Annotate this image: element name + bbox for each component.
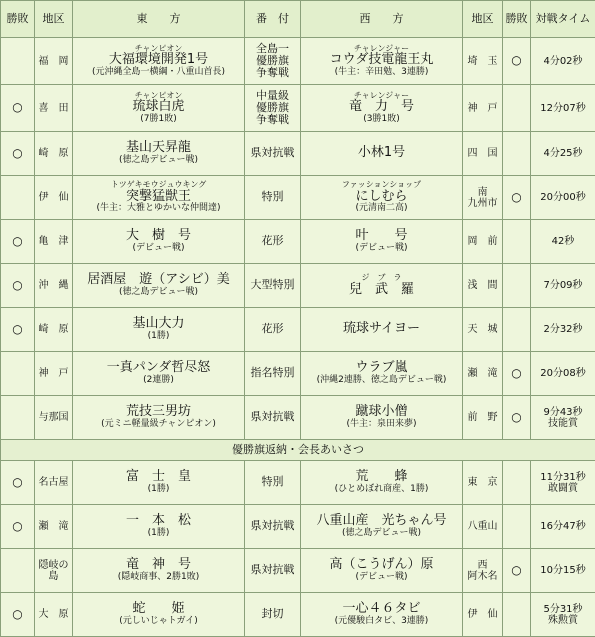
east-fighter-name: 基山大力: [73, 317, 244, 331]
west-area: 浅 間: [463, 264, 503, 308]
bout-time: 16分47秒: [531, 505, 595, 549]
east-fighter-subtitle: チャンピオン: [73, 92, 244, 101]
east-area: 沖 縄: [35, 264, 73, 308]
header-west: 西 方: [301, 1, 463, 38]
east-fighter-note: (2連勝): [73, 376, 244, 386]
east-fighter-name: 蛇 姫: [73, 602, 244, 616]
header-result-east: 勝敗: [1, 1, 35, 38]
east-fighter-name: 突撃猛獣王: [73, 190, 244, 204]
east-fighter-note: (1勝): [73, 485, 244, 495]
header-area-west: 地区: [463, 1, 503, 38]
bout-row: [1, 461, 595, 505]
east-fighter-cell: [73, 549, 245, 593]
bout-row: [1, 396, 595, 440]
west-area: 天 城: [463, 308, 503, 352]
west-result: ○: [503, 38, 531, 85]
west-fighter-cell: [301, 85, 463, 132]
header-area-east: 地区: [35, 1, 73, 38]
west-area: 八重山: [463, 505, 503, 549]
east-fighter-name: 一真パンダ哲尽怒: [73, 361, 244, 375]
east-fighter-cell: [73, 85, 245, 132]
west-fighter-cell: [301, 308, 463, 352]
east-fighter-subtitle: チャンピオン: [73, 45, 244, 54]
east-fighter-note: (1勝): [73, 529, 244, 539]
west-fighter-name: 荒 蜂: [301, 470, 462, 484]
west-fighter-cell: [301, 396, 463, 440]
east-fighter-cell: [73, 176, 245, 220]
west-fighter-cell: [301, 38, 463, 85]
east-area: 瀬 滝: [35, 505, 73, 549]
east-result: ○: [1, 264, 35, 308]
east-result: ○: [1, 593, 35, 637]
east-area: 伊 仙: [35, 176, 73, 220]
announcement-row: [1, 440, 595, 461]
east-fighter-name: 琉球白虎: [73, 100, 244, 114]
west-fighter-name: ウラブ嵐: [301, 361, 462, 375]
west-fighter-note: (デビュー戦): [301, 244, 462, 254]
east-result: [1, 38, 35, 85]
east-fighter-cell: [73, 593, 245, 637]
west-fighter-cell: [301, 132, 463, 176]
east-result: ○: [1, 308, 35, 352]
west-fighter-cell: [301, 220, 463, 264]
east-result: ○: [1, 220, 35, 264]
bout-rank: 県対抗戦: [245, 132, 301, 176]
bout-time: 4分25秒: [531, 132, 595, 176]
west-fighter-cell: [301, 461, 463, 505]
west-fighter-name: コウダ技電龍王丸: [301, 53, 462, 67]
west-result: ○: [503, 176, 531, 220]
west-result: [503, 85, 531, 132]
east-fighter-cell: [73, 461, 245, 505]
west-fighter-note: (デビュー戦): [301, 573, 462, 583]
west-area: 瀬 滝: [463, 352, 503, 396]
east-area: 喜 田: [35, 85, 73, 132]
east-area: 名古屋: [35, 461, 73, 505]
announcement-section: [1, 440, 595, 461]
west-fighter-note: (3勝1敗): [301, 115, 462, 125]
west-fighter-subtitle: チャレンジャー: [301, 92, 462, 101]
east-area: 崎 原: [35, 308, 73, 352]
east-area: 大 原: [35, 593, 73, 637]
bout-row: [1, 264, 595, 308]
east-fighter-cell: [73, 396, 245, 440]
west-fighter-note: (ひとめぼれ商産、1勝): [301, 485, 462, 495]
header-time: 対戦タイム: [531, 1, 595, 38]
east-result: [1, 549, 35, 593]
bout-time: 7分09秒: [531, 264, 595, 308]
bout-row: [1, 352, 595, 396]
header-result-west: 勝敗: [503, 1, 531, 38]
bout-row: [1, 220, 595, 264]
west-result: [503, 132, 531, 176]
west-fighter-name: 叶 号: [301, 229, 462, 243]
east-fighter-note: (徳之島デビュー戦): [73, 156, 244, 166]
west-result: [503, 308, 531, 352]
bouts-section-1: [1, 38, 595, 440]
east-result: ○: [1, 461, 35, 505]
bout-time: 20分08秒: [531, 352, 595, 396]
east-fighter-cell: [73, 505, 245, 549]
west-result: ○: [503, 396, 531, 440]
east-fighter-note: (牛主：大雅とゆかいな仲間達): [73, 204, 244, 214]
bout-rank: 県対抗戦: [245, 549, 301, 593]
west-area: 埼 玉: [463, 38, 503, 85]
west-fighter-name: 蹴球小僧: [301, 405, 462, 419]
east-fighter-name: 居酒屋 遊（アシビ）美: [73, 273, 244, 287]
east-fighter-name: 富 士 皇: [73, 470, 244, 484]
east-fighter-subtitle: トツゲキモウジュウキング: [73, 181, 244, 190]
east-area: 亀 津: [35, 220, 73, 264]
east-fighter-note: (隠岐商事、2勝1敗): [73, 573, 244, 583]
bouts-section-2: [1, 461, 595, 637]
east-result: ○: [1, 85, 35, 132]
bout-rank: 封切: [245, 593, 301, 637]
west-fighter-name: 小林1号: [301, 146, 462, 160]
east-fighter-cell: [73, 352, 245, 396]
header-rank: 番 付: [245, 1, 301, 38]
west-fighter-name: 高（こうげん）原: [301, 558, 462, 572]
bout-row: [1, 132, 595, 176]
bout-rank: 特別: [245, 461, 301, 505]
bout-rank: 指名特別: [245, 352, 301, 396]
west-fighter-cell: [301, 549, 463, 593]
east-area: 崎 原: [35, 132, 73, 176]
west-fighter-cell: [301, 352, 463, 396]
east-fighter-note: (徳之島デビュー戦): [73, 288, 244, 298]
east-fighter-cell: [73, 308, 245, 352]
bout-rank: 全島一 優勝旗 争奪戦: [245, 38, 301, 85]
bout-rank: 県対抗戦: [245, 505, 301, 549]
east-result: [1, 176, 35, 220]
west-fighter-subtitle: ジ ブ ラ: [301, 274, 462, 283]
east-fighter-name: 大 樹 号: [73, 229, 244, 243]
west-fighter-name: 琉球サイヨー: [301, 322, 462, 336]
west-result: [503, 505, 531, 549]
west-fighter-note: (徳之島デビュー戦): [301, 529, 462, 539]
bout-rank: 特別: [245, 176, 301, 220]
bout-row: [1, 176, 595, 220]
bout-rank: 中量級 優勝旗 争奪戦: [245, 85, 301, 132]
bout-time: 2分32秒: [531, 308, 595, 352]
bout-time: 4分02秒: [531, 38, 595, 85]
west-area: 伊 仙: [463, 593, 503, 637]
east-result: ○: [1, 132, 35, 176]
west-result: [503, 593, 531, 637]
west-fighter-name: 兒 武 羅: [301, 283, 462, 297]
east-fighter-name: 竜 神 号: [73, 558, 244, 572]
east-area: 神 戸: [35, 352, 73, 396]
bout-time: 5分31秒 殊勲賞: [531, 593, 595, 637]
west-fighter-name: にしむら: [301, 190, 462, 204]
west-result: ○: [503, 549, 531, 593]
east-fighter-note: (元しいじゃトガイ): [73, 617, 244, 627]
west-area: 南 九州市: [463, 176, 503, 220]
west-fighter-name: 竜 力 号: [301, 100, 462, 114]
bout-rank: 花形: [245, 220, 301, 264]
announcement-text: 優勝旗返納・会長あいさつ: [1, 440, 595, 461]
east-fighter-note: (元ミニ軽量級チャンピオン): [73, 420, 244, 430]
west-fighter-name: 八重山産 光ちゃん号: [301, 514, 462, 528]
west-fighter-note: (牛主：泉田来夢): [301, 420, 462, 430]
east-fighter-name: 荒技三男坊: [73, 405, 244, 419]
west-fighter-note: (元清南二高): [301, 204, 462, 214]
east-result: ○: [1, 505, 35, 549]
bout-rank: 花形: [245, 308, 301, 352]
bout-row: [1, 505, 595, 549]
west-fighter-cell: [301, 264, 463, 308]
west-fighter-cell: [301, 593, 463, 637]
bout-row: [1, 85, 595, 132]
east-fighter-cell: [73, 264, 245, 308]
east-area: 与那国: [35, 396, 73, 440]
bout-time: 10分15秒: [531, 549, 595, 593]
bout-time: 12分07秒: [531, 85, 595, 132]
west-fighter-note: (牛主：辛田勉、3連勝): [301, 68, 462, 78]
east-result: [1, 352, 35, 396]
bout-time: 9分43秒 技能賞: [531, 396, 595, 440]
bout-rank: 県対抗戦: [245, 396, 301, 440]
west-area: 前 野: [463, 396, 503, 440]
west-fighter-name: 一心４６タビ: [301, 602, 462, 616]
east-area: 福 岡: [35, 38, 73, 85]
east-fighter-name: 基山天昇龍: [73, 141, 244, 155]
west-result: ○: [503, 352, 531, 396]
west-fighter-note: (沖縄2連勝、徳之島デビュー戦): [301, 376, 462, 386]
east-fighter-cell: [73, 220, 245, 264]
header-east: 東 方: [73, 1, 245, 38]
east-fighter-cell: [73, 132, 245, 176]
west-fighter-cell: [301, 505, 463, 549]
east-fighter-name: 大福環境開発1号: [73, 53, 244, 67]
bout-rank: 大型特別: [245, 264, 301, 308]
west-area: 四 国: [463, 132, 503, 176]
west-result: [503, 461, 531, 505]
east-fighter-name: 一 本 松: [73, 514, 244, 528]
bout-row: [1, 38, 595, 85]
bout-time: 20分00秒: [531, 176, 595, 220]
west-area: 東 京: [463, 461, 503, 505]
west-fighter-cell: [301, 176, 463, 220]
bout-row: [1, 549, 595, 593]
east-fighter-note: (1勝): [73, 332, 244, 342]
west-fighter-subtitle: ファッションショップ: [301, 181, 462, 190]
bout-row: [1, 593, 595, 637]
east-fighter-note: (7勝1敗): [73, 115, 244, 125]
west-result: [503, 264, 531, 308]
header-row: [1, 1, 595, 38]
west-area: 神 戸: [463, 85, 503, 132]
east-fighter-note: (デビュー戦): [73, 244, 244, 254]
east-result: [1, 396, 35, 440]
bout-time: 11分31秒 敢闘賞: [531, 461, 595, 505]
west-fighter-subtitle: チャレンジャー: [301, 45, 462, 54]
east-fighter-cell: [73, 38, 245, 85]
west-area: 西 阿木名: [463, 549, 503, 593]
east-fighter-note: (元沖縄全島一横綱・八重山首長): [73, 68, 244, 78]
west-fighter-note: (元優駿白タビ、3連勝): [301, 617, 462, 627]
west-result: [503, 220, 531, 264]
bout-row: [1, 308, 595, 352]
bout-time: 42秒: [531, 220, 595, 264]
east-area: 隠岐の 島: [35, 549, 73, 593]
west-area: 岡 前: [463, 220, 503, 264]
